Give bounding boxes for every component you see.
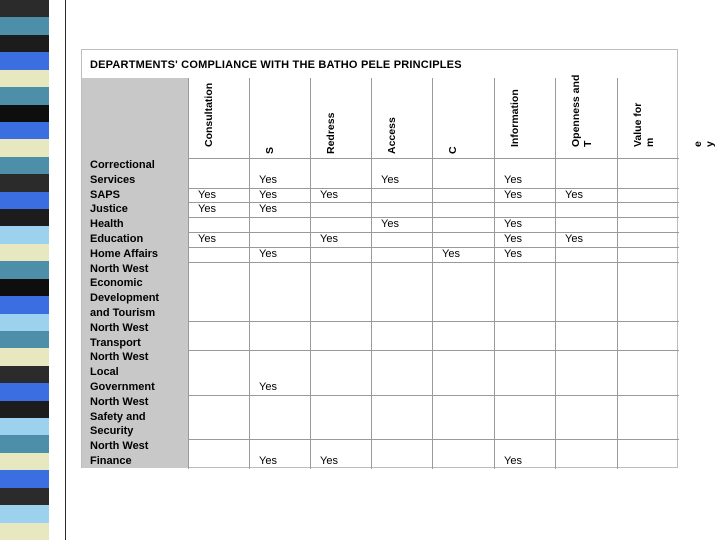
compliance-value: Yes xyxy=(198,203,216,216)
stripe-square xyxy=(0,105,66,123)
header-divider xyxy=(188,158,679,159)
stripe-square xyxy=(0,35,66,53)
stripe-square xyxy=(0,70,66,88)
stripe-square xyxy=(0,331,66,349)
column-header-label: Value for xyxy=(632,102,644,147)
department-name: Security xyxy=(90,425,134,438)
compliance-value: Yes xyxy=(320,455,338,467)
stripe-square xyxy=(0,383,66,401)
column-header-label: Openness and xyxy=(570,74,582,147)
department-name: Correctional xyxy=(90,159,155,171)
stripe-square xyxy=(0,261,66,279)
compliance-value: Yes xyxy=(320,233,338,245)
stripe-square xyxy=(0,296,66,314)
department-name: Development xyxy=(90,292,160,305)
department-name: Justice xyxy=(90,203,128,216)
department-name: Safety and xyxy=(90,410,146,423)
stripe-square xyxy=(0,157,66,175)
department-name: Finance xyxy=(90,455,132,467)
compliance-value: Yes xyxy=(504,173,522,186)
department-name: North West xyxy=(90,321,149,334)
compliance-value: Yes xyxy=(442,247,460,260)
compliance-value: Yes xyxy=(259,455,277,467)
column-header-label: Access xyxy=(386,117,398,154)
column-header-label-line2: T xyxy=(582,140,594,147)
column-header-label-line2: y xyxy=(704,141,716,147)
column-header xyxy=(447,146,459,154)
column-divider xyxy=(249,78,250,469)
stripe-square xyxy=(0,488,66,506)
column-header-label: Consultation xyxy=(203,82,215,147)
row-divider xyxy=(188,232,679,233)
stripe-square xyxy=(0,348,66,366)
compliance-table-panel xyxy=(81,49,716,468)
column-header-label: S xyxy=(264,146,276,154)
column-header xyxy=(386,117,398,154)
stripe-square xyxy=(0,366,66,384)
column-divider xyxy=(188,78,189,469)
stripe-square xyxy=(0,470,66,488)
column-header xyxy=(203,83,215,147)
row-divider xyxy=(188,321,679,322)
column-header xyxy=(325,113,337,154)
department-name: SAPS xyxy=(90,188,120,201)
compliance-value: Yes xyxy=(259,188,277,201)
column-header xyxy=(570,75,594,147)
column-header-label-line2: m xyxy=(644,137,656,147)
stripe-square xyxy=(0,17,66,35)
column-header xyxy=(632,103,656,147)
stripe-square xyxy=(0,505,66,523)
column-divider xyxy=(432,78,433,469)
stripe-square xyxy=(0,279,66,297)
table-title: DEPARTMENTS' COMPLIANCE WITH THE BATHO PELE PRINCIPLES xyxy=(90,59,462,71)
stripe-square xyxy=(0,192,66,210)
compliance-value: Yes xyxy=(320,188,338,201)
department-name: Economic xyxy=(90,277,143,290)
column-header-label: Information xyxy=(509,89,521,147)
stripe-square xyxy=(0,226,66,244)
compliance-value: Yes xyxy=(565,233,583,245)
column-divider xyxy=(617,78,618,469)
stripe-square xyxy=(0,122,66,140)
column-header xyxy=(264,147,276,154)
compliance-value: Yes xyxy=(198,233,216,245)
department-name: Services xyxy=(90,173,136,186)
stripe-square xyxy=(0,435,66,453)
column-header-label: Redress xyxy=(325,112,337,154)
compliance-value: Yes xyxy=(504,218,522,231)
compliance-value: Yes xyxy=(504,247,522,260)
row-divider xyxy=(188,350,679,351)
compliance-value: Yes xyxy=(381,218,399,231)
stripe-square xyxy=(0,523,66,540)
department-name: Local xyxy=(90,366,119,379)
department-name: Home Affairs xyxy=(90,247,159,260)
column-divider xyxy=(371,78,372,469)
stripe-square xyxy=(0,0,66,18)
stripe-square xyxy=(0,244,66,262)
compliance-value: Yes xyxy=(565,188,583,201)
stripe-square xyxy=(0,401,66,419)
department-name: North West xyxy=(90,440,149,453)
row-divider xyxy=(188,217,679,218)
stripe-square xyxy=(0,52,66,70)
stripe-square xyxy=(0,418,66,436)
stripe-square xyxy=(0,139,66,157)
department-name: North West xyxy=(90,351,149,364)
column-divider xyxy=(494,78,495,469)
compliance-value: Yes xyxy=(504,188,522,201)
department-name: Education xyxy=(90,233,144,245)
column-header-label: C xyxy=(447,146,459,154)
compliance-value: Yes xyxy=(259,203,277,216)
compliance-value: Yes xyxy=(259,173,277,186)
compliance-value: Yes xyxy=(259,381,277,393)
column-divider xyxy=(555,78,556,469)
stripe-square xyxy=(0,174,66,192)
compliance-value: Yes xyxy=(198,188,216,201)
row-divider xyxy=(188,395,679,396)
department-name: North West xyxy=(90,262,149,275)
compliance-value: Yes xyxy=(504,455,522,467)
stripe-square xyxy=(0,209,66,227)
department-name: Government xyxy=(90,381,155,393)
column-header xyxy=(509,89,521,147)
column-header xyxy=(692,141,716,147)
compliance-value: Yes xyxy=(381,173,399,186)
column-divider xyxy=(310,78,311,469)
column-header-label: e xyxy=(692,141,704,147)
department-name: Transport xyxy=(90,336,141,349)
compliance-value: Yes xyxy=(504,233,522,245)
stripe-square xyxy=(0,453,66,471)
row-divider xyxy=(188,262,679,263)
row-divider xyxy=(188,439,679,440)
department-name: North West xyxy=(90,395,149,408)
compliance-value: Yes xyxy=(259,247,277,260)
department-name: and Tourism xyxy=(90,307,156,319)
decorative-stripe xyxy=(0,0,66,540)
department-name: Health xyxy=(90,218,124,231)
stripe-square xyxy=(0,87,66,105)
stripe-square xyxy=(0,314,66,332)
